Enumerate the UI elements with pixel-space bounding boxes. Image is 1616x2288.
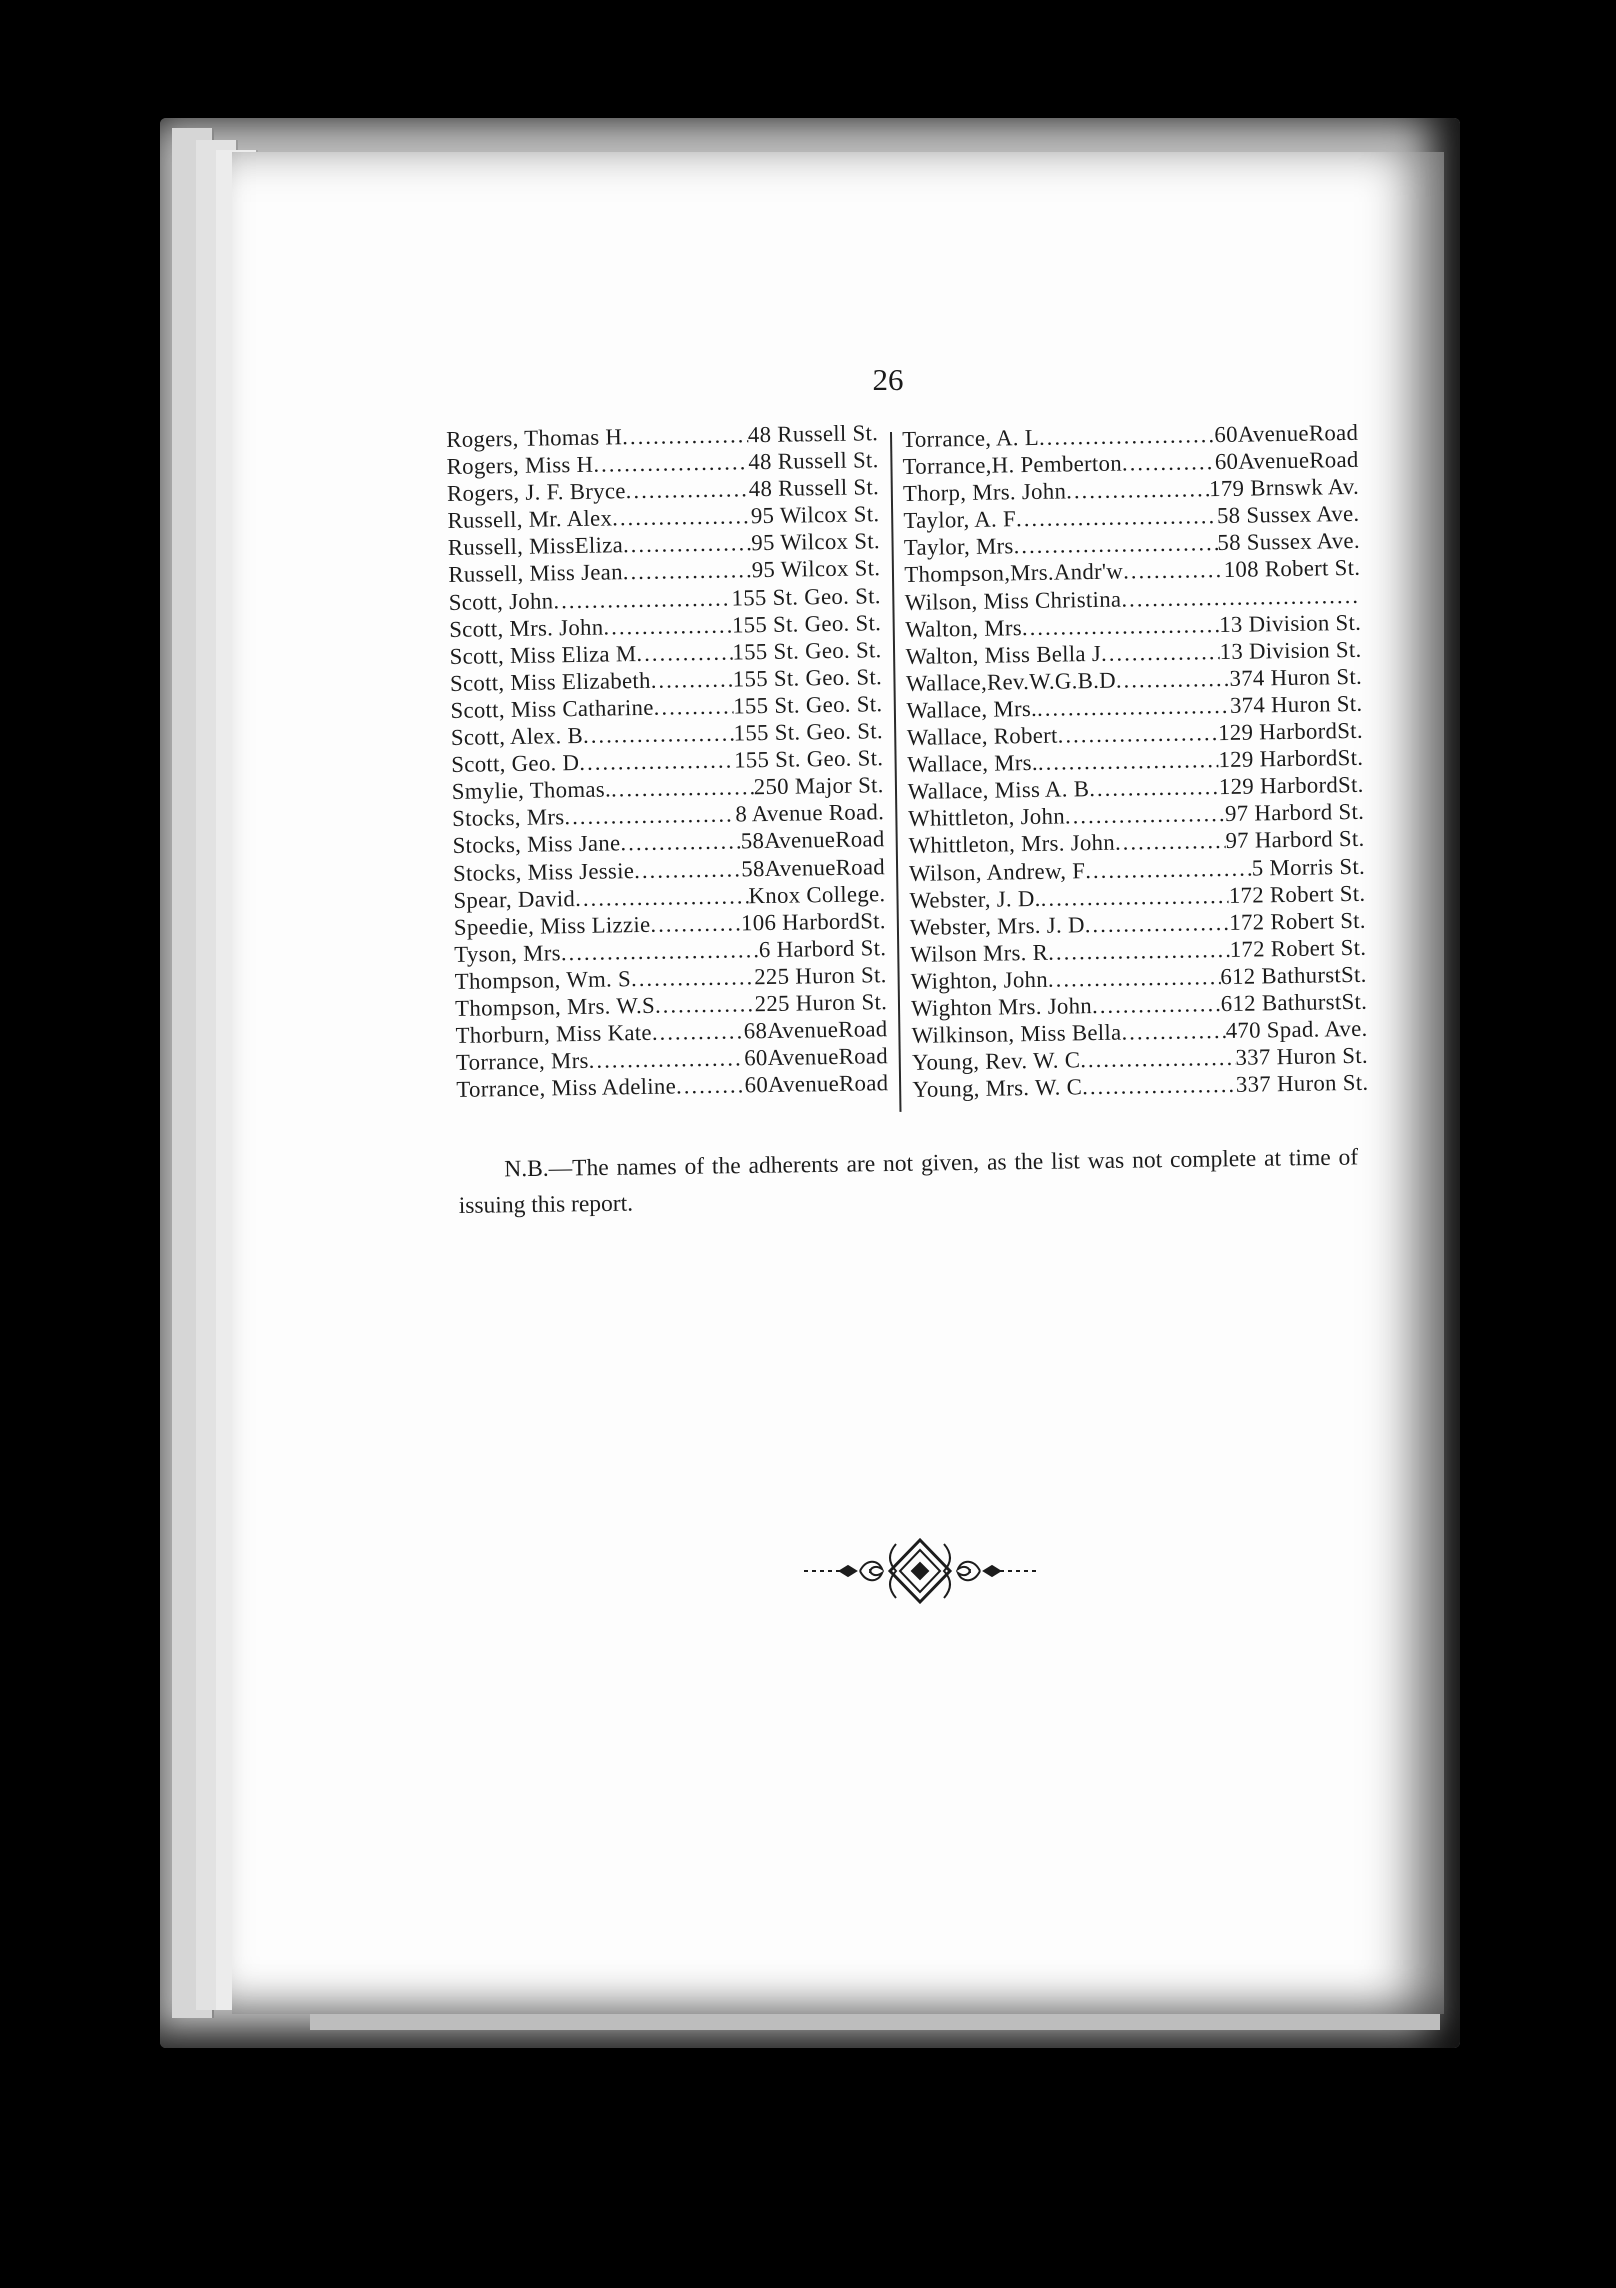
dot-leader bbox=[1123, 556, 1224, 585]
member-name: Russell, Miss Jean bbox=[448, 559, 623, 588]
member-name: Torrance, Miss Adeline bbox=[456, 1073, 677, 1103]
member-address: 155 St. Geo. St. bbox=[733, 691, 883, 719]
member-address: Knox College. bbox=[748, 880, 886, 908]
dot-leader bbox=[1040, 882, 1229, 912]
dot-leader bbox=[603, 611, 732, 640]
member-address: 250 Major St. bbox=[753, 772, 884, 800]
dot-leader bbox=[676, 1072, 745, 1100]
member-name: Wilson Mrs. R bbox=[910, 939, 1049, 967]
dot-leader bbox=[575, 882, 749, 912]
dot-leader bbox=[1092, 990, 1221, 1019]
member-name: Scott, Miss Eliza M bbox=[449, 640, 637, 669]
member-name: Tyson, Mrs bbox=[454, 940, 562, 967]
member-name: Young, Mrs. W. C bbox=[912, 1074, 1083, 1103]
dot-leader bbox=[1013, 529, 1217, 559]
member-list-right-column bbox=[902, 419, 1369, 1103]
member-name: Whittleton, John bbox=[907, 803, 1066, 832]
member-name: Rogers, Miss H bbox=[446, 451, 594, 480]
dot-leader bbox=[1037, 692, 1230, 722]
dot-leader bbox=[623, 557, 752, 586]
member-name: Thompson, Wm. S bbox=[454, 966, 632, 994]
member-name: Russell, Mr. Alex bbox=[447, 505, 613, 534]
member-name: Scott, John bbox=[448, 587, 554, 615]
dot-leader bbox=[564, 801, 735, 831]
member-address: 129 HarbordSt. bbox=[1217, 717, 1364, 746]
dot-leader bbox=[655, 990, 755, 1019]
member-address: 374 Huron St. bbox=[1229, 690, 1363, 718]
member-name: Taylor, Mrs bbox=[903, 533, 1014, 561]
member-address: 60AvenueRoad bbox=[1214, 419, 1359, 448]
dot-leader bbox=[653, 692, 733, 720]
member-address: 155 St. Geo. St. bbox=[733, 745, 884, 773]
member-address: 179 Brnswk Av. bbox=[1208, 474, 1360, 502]
member-name: Wallace,Rev.W.G.B.D bbox=[905, 667, 1117, 696]
member-address: 225 Huron St. bbox=[754, 962, 887, 990]
dot-leader bbox=[620, 828, 741, 857]
dot-leader bbox=[1039, 421, 1215, 451]
member-address: 337 Huron St. bbox=[1235, 1070, 1369, 1098]
member-name: Scott, Miss Elizabeth bbox=[449, 667, 651, 696]
member-address: 13 Division St. bbox=[1219, 636, 1362, 664]
member-name: Webster, J. D. bbox=[909, 885, 1041, 913]
member-address: 58AvenueRoad bbox=[740, 826, 885, 854]
member-address: 5 Morris St. bbox=[1251, 853, 1366, 881]
member-address: 58 Sussex Ave. bbox=[1216, 501, 1360, 529]
member-name: Wighton Mrs. John bbox=[910, 993, 1093, 1021]
member-name: Wallace, Mrs. bbox=[907, 750, 1039, 778]
member-address: 60AvenueRoad bbox=[1214, 446, 1359, 475]
dot-leader bbox=[588, 1045, 744, 1075]
member-name: Walton, Mrs bbox=[904, 614, 1023, 642]
dot-leader bbox=[593, 448, 748, 478]
member-name: Scott, Alex. B bbox=[450, 722, 584, 750]
dot-leader bbox=[1016, 502, 1217, 532]
member-address: 155 St. Geo. St. bbox=[732, 636, 882, 665]
member-address: 108 Robert St. bbox=[1223, 555, 1361, 583]
dot-leader bbox=[1065, 800, 1226, 830]
member-address: 225 Huron St. bbox=[754, 989, 888, 1017]
member-address: 470 Spad. Ave. bbox=[1225, 1015, 1368, 1044]
member-address: 155 St. Geo. St. bbox=[731, 609, 882, 638]
member-address: 97 Harbord St. bbox=[1224, 799, 1365, 827]
member-name: Thorburn, Miss Kate bbox=[455, 1019, 653, 1048]
dot-leader bbox=[1080, 1044, 1236, 1074]
member-address: 337 Huron St. bbox=[1235, 1042, 1369, 1070]
dot-leader bbox=[1101, 638, 1220, 667]
member-address: 155 St. Geo. St. bbox=[732, 664, 883, 692]
page-bottom-edge bbox=[310, 2014, 1440, 2030]
member-name: Scott, Miss Catharine bbox=[450, 694, 654, 723]
dot-leader bbox=[1022, 611, 1220, 641]
member-name: Torrance, A. L bbox=[902, 424, 1040, 452]
member-name: Wighton, John bbox=[910, 966, 1049, 994]
dot-leader bbox=[1121, 1017, 1226, 1046]
member-list-left-column bbox=[446, 419, 889, 1103]
member-address: 612 BathurstSt. bbox=[1220, 961, 1367, 989]
member-address: 106 HarbordSt. bbox=[740, 907, 887, 936]
member-address: 48 Russell St. bbox=[748, 447, 879, 475]
fleuron-ornament-icon bbox=[800, 1536, 1040, 1606]
dot-leader bbox=[1089, 773, 1219, 802]
member-name: Whittleton, Mrs. John bbox=[908, 830, 1116, 859]
dot-leader bbox=[1122, 448, 1215, 477]
dot-leader bbox=[1085, 909, 1230, 938]
dot-leader bbox=[1048, 936, 1230, 966]
dot-leader bbox=[1066, 475, 1209, 504]
dot-leader bbox=[622, 421, 748, 450]
member-address: 129 HarbordSt. bbox=[1218, 744, 1364, 773]
member-address: 6 Harbord St. bbox=[758, 934, 887, 962]
member-name: Wallace, Mrs. bbox=[906, 695, 1038, 723]
dot-leader bbox=[1048, 963, 1221, 993]
dot-leader bbox=[612, 503, 751, 532]
dot-leader bbox=[583, 720, 734, 749]
dot-leader bbox=[579, 747, 734, 777]
member-name: Taylor, A. F bbox=[903, 506, 1017, 534]
dot-leader bbox=[1082, 1071, 1236, 1101]
dot-leader bbox=[652, 1017, 744, 1046]
member-name: Stocks, Miss Jessie bbox=[452, 857, 635, 886]
dot-leader bbox=[650, 909, 741, 938]
member-address: 68AvenueRoad bbox=[743, 1016, 888, 1044]
member-name: Wilkinson, Miss Bella bbox=[911, 1019, 1122, 1048]
dot-leader bbox=[611, 773, 754, 802]
member-name: Webster, Mrs. J. D bbox=[909, 911, 1085, 940]
member-address: 172 Robert St. bbox=[1229, 934, 1367, 962]
member-address: 58AvenueRoad bbox=[741, 853, 886, 881]
member-address: 129 HarbordSt. bbox=[1218, 772, 1364, 800]
member-name: Wallace, Miss A. B bbox=[907, 776, 1090, 805]
dot-leader bbox=[1121, 581, 1361, 612]
member-address: 155 St. Geo. St. bbox=[733, 718, 884, 746]
member-address: 374 Huron St. bbox=[1229, 663, 1363, 691]
member-name: Wallace, Robert bbox=[906, 722, 1058, 750]
member-name: Scott, Geo. D bbox=[451, 750, 580, 778]
member-address: 60AvenueRoad bbox=[744, 1043, 889, 1071]
member-name: Thompson,Mrs.Andr'w bbox=[904, 559, 1124, 588]
member-address: 95 Wilcox St. bbox=[751, 555, 881, 583]
member-address: 97 Harbord St. bbox=[1225, 826, 1365, 854]
member-name: Torrance, Mrs bbox=[455, 1047, 589, 1076]
member-name: Young, Rev. W. C bbox=[911, 1047, 1081, 1076]
member-name: Rogers, Thomas H bbox=[446, 424, 623, 452]
dot-leader bbox=[553, 584, 732, 614]
dot-leader bbox=[1057, 719, 1218, 749]
member-name: Torrance,H. Pemberton bbox=[902, 450, 1123, 480]
member-name: Speedie, Miss Lizzie bbox=[453, 911, 651, 940]
member-name: Stocks, Mrs bbox=[451, 804, 565, 832]
dot-leader bbox=[634, 855, 742, 884]
member-address: 612 BathurstSt. bbox=[1220, 988, 1368, 1017]
footnote: N.B.—The names of the adherents are not given, as the list was not complete at time of issuing this report. bbox=[458, 1143, 1359, 1219]
dot-leader bbox=[1038, 746, 1219, 776]
member-name: Thompson, Mrs. W.S bbox=[454, 992, 656, 1021]
dot-leader bbox=[561, 936, 759, 966]
member-name: Walton, Miss Bella J bbox=[905, 640, 1102, 669]
member-address: 95 Wilcox St. bbox=[751, 528, 881, 556]
member-address: 48 Russell St. bbox=[748, 474, 880, 502]
member-address: 13 Division St. bbox=[1219, 609, 1362, 637]
member-address: 58 Sussex Ave. bbox=[1217, 528, 1361, 556]
dot-leader bbox=[650, 665, 733, 693]
dot-leader bbox=[631, 963, 755, 992]
member-address: 172 Robert St. bbox=[1228, 880, 1366, 908]
member-address: 60AvenueRoad bbox=[744, 1070, 889, 1098]
member-name: Spear, David bbox=[453, 885, 576, 913]
dot-leader bbox=[636, 638, 732, 667]
member-address: 172 Robert St. bbox=[1229, 907, 1367, 935]
member-address: 155 St. Geo. St. bbox=[731, 582, 881, 611]
dot-leader bbox=[1115, 827, 1226, 856]
member-address: 48 Russell St. bbox=[747, 420, 879, 448]
member-name: Thorp, Mrs. John bbox=[902, 478, 1067, 507]
dot-leader bbox=[625, 475, 749, 504]
member-name: Wilson, Andrew, F bbox=[908, 857, 1086, 886]
member-name: Stocks, Miss Jane bbox=[452, 830, 621, 859]
member-name: Wilson, Miss Christina bbox=[904, 586, 1122, 615]
member-name: Rogers, J. F. Bryce bbox=[446, 478, 626, 507]
member-address: 8 Avenue Road. bbox=[735, 799, 885, 827]
member-address: 95 Wilcox St. bbox=[750, 501, 880, 529]
page-number: 26 bbox=[872, 362, 904, 397]
member-name: Scott, Mrs. John bbox=[448, 614, 604, 642]
member-name: Smylie, Thomas. bbox=[451, 776, 612, 805]
dot-leader bbox=[623, 530, 752, 559]
member-name: Russell, MissEliza bbox=[447, 532, 624, 561]
dot-leader bbox=[1116, 665, 1230, 694]
dot-leader bbox=[1085, 854, 1252, 884]
